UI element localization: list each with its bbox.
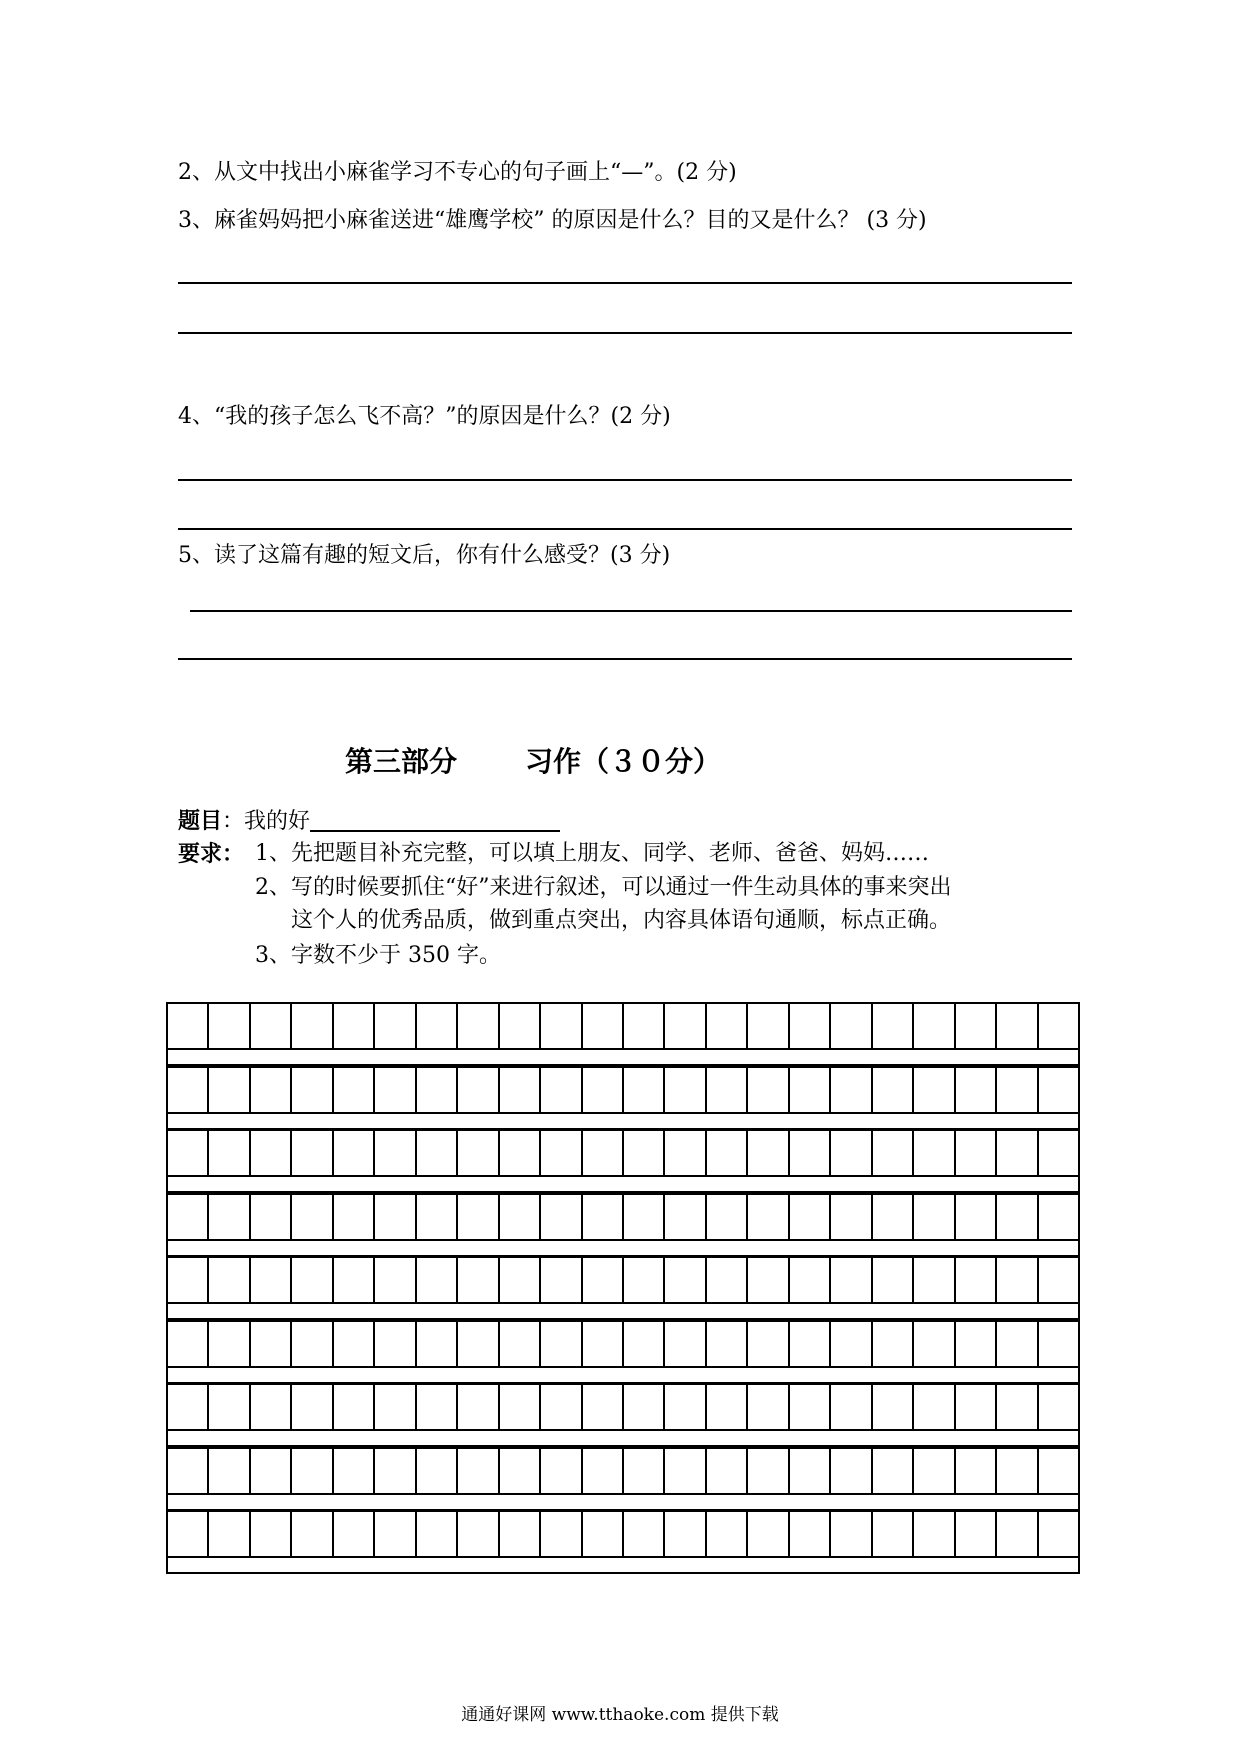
grid-cell[interactable] bbox=[914, 1512, 955, 1556]
grid-row-spacer bbox=[166, 1495, 1080, 1511]
topic-text: ：我的好 bbox=[222, 809, 311, 834]
grid-cell[interactable] bbox=[458, 1195, 499, 1239]
grid-cell[interactable] bbox=[831, 1195, 872, 1239]
topic-line bbox=[178, 806, 560, 837]
grid-cell[interactable] bbox=[624, 1512, 665, 1556]
footer-credit: 通通好课网 www.tthaoke.com 提供下载 bbox=[461, 1705, 779, 1725]
grid-cell[interactable] bbox=[168, 1322, 209, 1366]
grid-cell[interactable] bbox=[956, 1258, 997, 1302]
grid-cell[interactable] bbox=[334, 1258, 375, 1302]
grid-cell[interactable] bbox=[375, 1385, 416, 1429]
grid-cell[interactable] bbox=[956, 1068, 997, 1112]
grid-cell[interactable] bbox=[997, 1512, 1038, 1556]
grid-cell[interactable] bbox=[458, 1322, 499, 1366]
grid-cell[interactable] bbox=[168, 1004, 209, 1048]
grid-cell[interactable] bbox=[956, 1385, 997, 1429]
grid-cell[interactable] bbox=[831, 1385, 872, 1429]
grid-cell[interactable] bbox=[458, 1449, 499, 1493]
grid-cell[interactable] bbox=[956, 1322, 997, 1366]
grid-cell[interactable] bbox=[790, 1385, 831, 1429]
grid-cell[interactable] bbox=[292, 1004, 333, 1048]
grid-cell[interactable] bbox=[1039, 1004, 1078, 1048]
grid-cell[interactable] bbox=[375, 1322, 416, 1366]
grid-cell[interactable] bbox=[334, 1449, 375, 1493]
grid-cell[interactable] bbox=[1039, 1322, 1078, 1366]
grid-cell[interactable] bbox=[997, 1195, 1038, 1239]
grid-cell[interactable] bbox=[541, 1322, 582, 1366]
grid-cell[interactable] bbox=[665, 1258, 706, 1302]
grid-cell[interactable] bbox=[748, 1512, 789, 1556]
grid-cell[interactable] bbox=[997, 1068, 1038, 1112]
section-title-part: 第三部分 bbox=[345, 745, 458, 778]
grid-cell[interactable] bbox=[292, 1385, 333, 1429]
grid-cell[interactable] bbox=[624, 1258, 665, 1302]
grid-cell[interactable] bbox=[748, 1258, 789, 1302]
grid-cell[interactable] bbox=[251, 1195, 292, 1239]
grid-row bbox=[166, 1383, 1080, 1431]
grid-cell[interactable] bbox=[541, 1195, 582, 1239]
grid-cell[interactable] bbox=[1039, 1512, 1078, 1556]
grid-cell[interactable] bbox=[748, 1004, 789, 1048]
grid-cell[interactable] bbox=[790, 1322, 831, 1366]
grid-cell[interactable] bbox=[168, 1131, 209, 1175]
grid-row bbox=[166, 1129, 1080, 1177]
grid-cell[interactable] bbox=[790, 1195, 831, 1239]
grid-cell[interactable] bbox=[334, 1004, 375, 1048]
grid-row-spacer bbox=[166, 1241, 1080, 1257]
grid-cell[interactable] bbox=[914, 1195, 955, 1239]
grid-cell[interactable] bbox=[790, 1004, 831, 1048]
grid-cell[interactable] bbox=[665, 1004, 706, 1048]
grid-cell[interactable] bbox=[209, 1131, 250, 1175]
grid-cell[interactable] bbox=[665, 1385, 706, 1429]
requirement-2: 2、写的时候要抓住“好”来进行叙述，可以通过一件生动具体的事来突出 bbox=[255, 875, 952, 900]
grid-row-spacer bbox=[166, 1368, 1080, 1384]
grid-cell[interactable] bbox=[500, 1068, 541, 1112]
grid-cell[interactable] bbox=[209, 1322, 250, 1366]
grid-row bbox=[166, 1447, 1080, 1495]
grid-cell[interactable] bbox=[873, 1385, 914, 1429]
grid-cell[interactable] bbox=[251, 1385, 292, 1429]
grid-cell[interactable] bbox=[541, 1512, 582, 1556]
grid-cell[interactable] bbox=[624, 1068, 665, 1112]
grid-cell[interactable] bbox=[375, 1512, 416, 1556]
grid-cell[interactable] bbox=[873, 1195, 914, 1239]
grid-cell[interactable] bbox=[168, 1258, 209, 1302]
grid-cell[interactable] bbox=[168, 1385, 209, 1429]
grid-cell[interactable] bbox=[707, 1449, 748, 1493]
grid-cell[interactable] bbox=[209, 1449, 250, 1493]
grid-cell[interactable] bbox=[334, 1322, 375, 1366]
grid-row-spacer bbox=[166, 1177, 1080, 1193]
answer-line[interactable] bbox=[178, 528, 1072, 530]
grid-cell[interactable] bbox=[790, 1512, 831, 1556]
grid-cell[interactable] bbox=[583, 1512, 624, 1556]
grid-cell[interactable] bbox=[665, 1449, 706, 1493]
grid-cell[interactable] bbox=[1039, 1449, 1078, 1493]
grid-cell[interactable] bbox=[707, 1131, 748, 1175]
grid-cell[interactable] bbox=[375, 1449, 416, 1493]
grid-cell[interactable] bbox=[209, 1004, 250, 1048]
grid-cell[interactable] bbox=[748, 1322, 789, 1366]
grid-cell[interactable] bbox=[292, 1258, 333, 1302]
grid-cell[interactable] bbox=[334, 1195, 375, 1239]
grid-cell[interactable] bbox=[748, 1449, 789, 1493]
grid-cell[interactable] bbox=[665, 1322, 706, 1366]
question-4: 4、“我的孩子怎么飞不高？”的原因是什么？(2 分) bbox=[178, 404, 671, 429]
grid-cell[interactable] bbox=[500, 1258, 541, 1302]
grid-cell[interactable] bbox=[334, 1068, 375, 1112]
grid-cell[interactable] bbox=[334, 1131, 375, 1175]
grid-cell[interactable] bbox=[997, 1004, 1038, 1048]
grid-cell[interactable] bbox=[914, 1004, 955, 1048]
answer-line[interactable] bbox=[178, 332, 1072, 334]
grid-cell[interactable] bbox=[1039, 1195, 1078, 1239]
grid-cell[interactable] bbox=[209, 1512, 250, 1556]
grid-cell[interactable] bbox=[500, 1449, 541, 1493]
grid-cell[interactable] bbox=[375, 1258, 416, 1302]
grid-cell[interactable] bbox=[458, 1131, 499, 1175]
grid-cell[interactable] bbox=[583, 1258, 624, 1302]
grid-cell[interactable] bbox=[541, 1449, 582, 1493]
grid-cell[interactable] bbox=[541, 1004, 582, 1048]
grid-cell[interactable] bbox=[458, 1258, 499, 1302]
grid-cell[interactable] bbox=[1039, 1385, 1078, 1429]
grid-cell[interactable] bbox=[168, 1068, 209, 1112]
grid-row-spacer bbox=[166, 1558, 1080, 1574]
grid-cell[interactable] bbox=[997, 1322, 1038, 1366]
grid-cell[interactable] bbox=[292, 1512, 333, 1556]
grid-cell[interactable] bbox=[209, 1195, 250, 1239]
grid-cell[interactable] bbox=[790, 1449, 831, 1493]
grid-cell[interactable] bbox=[168, 1512, 209, 1556]
grid-cell[interactable] bbox=[997, 1449, 1038, 1493]
grid-cell[interactable] bbox=[375, 1004, 416, 1048]
grid-cell[interactable] bbox=[500, 1131, 541, 1175]
grid-cell[interactable] bbox=[458, 1004, 499, 1048]
grid-cell[interactable] bbox=[292, 1068, 333, 1112]
grid-cell[interactable] bbox=[873, 1068, 914, 1112]
grid-cell[interactable] bbox=[873, 1131, 914, 1175]
grid-cell[interactable] bbox=[292, 1449, 333, 1493]
grid-row bbox=[166, 1066, 1080, 1114]
grid-cell[interactable] bbox=[500, 1322, 541, 1366]
grid-cell[interactable] bbox=[209, 1068, 250, 1112]
grid-cell[interactable] bbox=[997, 1258, 1038, 1302]
grid-cell[interactable] bbox=[873, 1512, 914, 1556]
grid-cell[interactable] bbox=[583, 1004, 624, 1048]
grid-cell[interactable] bbox=[417, 1195, 458, 1239]
answer-line[interactable] bbox=[178, 658, 1072, 660]
grid-cell[interactable] bbox=[748, 1385, 789, 1429]
grid-cell[interactable] bbox=[956, 1195, 997, 1239]
grid-cell[interactable] bbox=[831, 1068, 872, 1112]
grid-cell[interactable] bbox=[624, 1004, 665, 1048]
grid-cell[interactable] bbox=[707, 1258, 748, 1302]
grid-cell[interactable] bbox=[748, 1131, 789, 1175]
grid-cell[interactable] bbox=[251, 1131, 292, 1175]
grid-cell[interactable] bbox=[583, 1385, 624, 1429]
grid-cell[interactable] bbox=[541, 1131, 582, 1175]
grid-cell[interactable] bbox=[665, 1131, 706, 1175]
grid-cell[interactable] bbox=[417, 1131, 458, 1175]
grid-cell[interactable] bbox=[914, 1068, 955, 1112]
requirement-2-continued: 这个人的优秀品质，做到重点突出，内容具体语句通顺，标点正确。 bbox=[291, 908, 952, 933]
grid-cell[interactable] bbox=[583, 1131, 624, 1175]
grid-cell[interactable] bbox=[209, 1385, 250, 1429]
grid-cell[interactable] bbox=[831, 1512, 872, 1556]
grid-cell[interactable] bbox=[168, 1449, 209, 1493]
grid-cell[interactable] bbox=[914, 1449, 955, 1493]
grid-cell[interactable] bbox=[831, 1131, 872, 1175]
grid-cell[interactable] bbox=[251, 1258, 292, 1302]
grid-cell[interactable] bbox=[956, 1512, 997, 1556]
writing-grid[interactable] bbox=[166, 1002, 1080, 1570]
grid-cell[interactable] bbox=[790, 1131, 831, 1175]
grid-cell[interactable] bbox=[665, 1068, 706, 1112]
grid-cell[interactable] bbox=[997, 1385, 1038, 1429]
answer-line[interactable] bbox=[178, 479, 1072, 481]
grid-cell[interactable] bbox=[583, 1195, 624, 1239]
grid-cell[interactable] bbox=[790, 1068, 831, 1112]
grid-cell[interactable] bbox=[748, 1068, 789, 1112]
grid-cell[interactable] bbox=[914, 1385, 955, 1429]
grid-cell[interactable] bbox=[334, 1512, 375, 1556]
grid-cell[interactable] bbox=[500, 1512, 541, 1556]
grid-cell[interactable] bbox=[417, 1258, 458, 1302]
question-2: 2、从文中找出小麻雀学习不专心的句子画上“—”。(2 分) bbox=[178, 160, 737, 185]
grid-cell[interactable] bbox=[583, 1322, 624, 1366]
grid-cell[interactable] bbox=[831, 1449, 872, 1493]
grid-cell[interactable] bbox=[375, 1195, 416, 1239]
grid-row bbox=[166, 1510, 1080, 1558]
grid-cell[interactable] bbox=[831, 1322, 872, 1366]
grid-cell[interactable] bbox=[624, 1131, 665, 1175]
question-3: 3、麻雀妈妈把小麻雀送进“雄鹰学校” 的原因是什么？目的又是什么？ (3 分) bbox=[178, 208, 927, 233]
grid-cell[interactable] bbox=[956, 1449, 997, 1493]
grid-cell[interactable] bbox=[1039, 1258, 1078, 1302]
grid-cell[interactable] bbox=[168, 1195, 209, 1239]
grid-cell[interactable] bbox=[375, 1068, 416, 1112]
grid-cell[interactable] bbox=[209, 1258, 250, 1302]
grid-cell[interactable] bbox=[251, 1004, 292, 1048]
grid-cell[interactable] bbox=[873, 1322, 914, 1366]
grid-cell[interactable] bbox=[956, 1131, 997, 1175]
grid-cell[interactable] bbox=[790, 1258, 831, 1302]
grid-row-spacer bbox=[166, 1050, 1080, 1066]
grid-cell[interactable] bbox=[417, 1322, 458, 1366]
grid-cell[interactable] bbox=[251, 1449, 292, 1493]
requirement-1: 1、先把题目补充完整，可以填上朋友、同学、老师、爸爸、妈妈…… bbox=[255, 841, 929, 866]
topic-blank[interactable] bbox=[310, 808, 560, 832]
grid-cell[interactable] bbox=[583, 1068, 624, 1112]
answer-line[interactable] bbox=[190, 610, 1072, 612]
grid-cell[interactable] bbox=[624, 1449, 665, 1493]
grid-cell[interactable] bbox=[707, 1195, 748, 1239]
grid-cell[interactable] bbox=[707, 1322, 748, 1366]
grid-cell[interactable] bbox=[541, 1258, 582, 1302]
grid-cell[interactable] bbox=[458, 1385, 499, 1429]
grid-cell[interactable] bbox=[458, 1068, 499, 1112]
requirements-label: 要求： bbox=[178, 841, 245, 867]
grid-cell[interactable] bbox=[583, 1449, 624, 1493]
grid-cell[interactable] bbox=[914, 1322, 955, 1366]
grid-row-spacer bbox=[166, 1114, 1080, 1130]
grid-cell[interactable] bbox=[251, 1512, 292, 1556]
grid-cell[interactable] bbox=[417, 1385, 458, 1429]
grid-cell[interactable] bbox=[707, 1512, 748, 1556]
grid-row bbox=[166, 1193, 1080, 1241]
grid-cell[interactable] bbox=[914, 1131, 955, 1175]
grid-cell[interactable] bbox=[417, 1512, 458, 1556]
grid-cell[interactable] bbox=[873, 1258, 914, 1302]
grid-cell[interactable] bbox=[1039, 1131, 1078, 1175]
grid-cell[interactable] bbox=[624, 1322, 665, 1366]
grid-cell[interactable] bbox=[458, 1512, 499, 1556]
grid-cell[interactable] bbox=[251, 1068, 292, 1112]
grid-cell[interactable] bbox=[500, 1004, 541, 1048]
grid-cell[interactable] bbox=[417, 1068, 458, 1112]
grid-cell[interactable] bbox=[873, 1004, 914, 1048]
grid-cell[interactable] bbox=[500, 1385, 541, 1429]
topic-label: 题目 bbox=[178, 808, 223, 834]
grid-cell[interactable] bbox=[1039, 1068, 1078, 1112]
grid-cell[interactable] bbox=[251, 1322, 292, 1366]
question-5: 5、读了这篇有趣的短文后，你有什么感受？(3 分) bbox=[178, 543, 671, 568]
grid-cell[interactable] bbox=[997, 1131, 1038, 1175]
grid-cell[interactable] bbox=[707, 1385, 748, 1429]
grid-cell[interactable] bbox=[665, 1195, 706, 1239]
grid-cell[interactable] bbox=[831, 1004, 872, 1048]
grid-cell[interactable] bbox=[541, 1385, 582, 1429]
grid-cell[interactable] bbox=[914, 1258, 955, 1302]
answer-line[interactable] bbox=[178, 282, 1072, 284]
grid-row-spacer bbox=[166, 1431, 1080, 1447]
grid-cell[interactable] bbox=[707, 1004, 748, 1048]
grid-cell[interactable] bbox=[707, 1068, 748, 1112]
grid-cell[interactable] bbox=[624, 1385, 665, 1429]
grid-row bbox=[166, 1256, 1080, 1304]
grid-cell[interactable] bbox=[831, 1258, 872, 1302]
grid-cell[interactable] bbox=[541, 1068, 582, 1112]
section-title-name: 习作（３０分） bbox=[525, 745, 722, 778]
grid-cell[interactable] bbox=[292, 1195, 333, 1239]
grid-cell[interactable] bbox=[417, 1004, 458, 1048]
grid-cell[interactable] bbox=[748, 1195, 789, 1239]
grid-cell[interactable] bbox=[292, 1322, 333, 1366]
grid-cell[interactable] bbox=[417, 1449, 458, 1493]
grid-cell[interactable] bbox=[500, 1195, 541, 1239]
grid-cell[interactable] bbox=[375, 1131, 416, 1175]
section-title bbox=[345, 740, 721, 780]
grid-row bbox=[166, 1320, 1080, 1368]
grid-cell[interactable] bbox=[956, 1004, 997, 1048]
grid-cell[interactable] bbox=[873, 1449, 914, 1493]
grid-row-spacer bbox=[166, 1304, 1080, 1320]
grid-row bbox=[166, 1002, 1080, 1050]
grid-cell[interactable] bbox=[292, 1131, 333, 1175]
grid-cell[interactable] bbox=[665, 1512, 706, 1556]
grid-cell[interactable] bbox=[334, 1385, 375, 1429]
requirement-3: 3、字数不少于 350 字。 bbox=[255, 943, 501, 968]
grid-cell[interactable] bbox=[624, 1195, 665, 1239]
